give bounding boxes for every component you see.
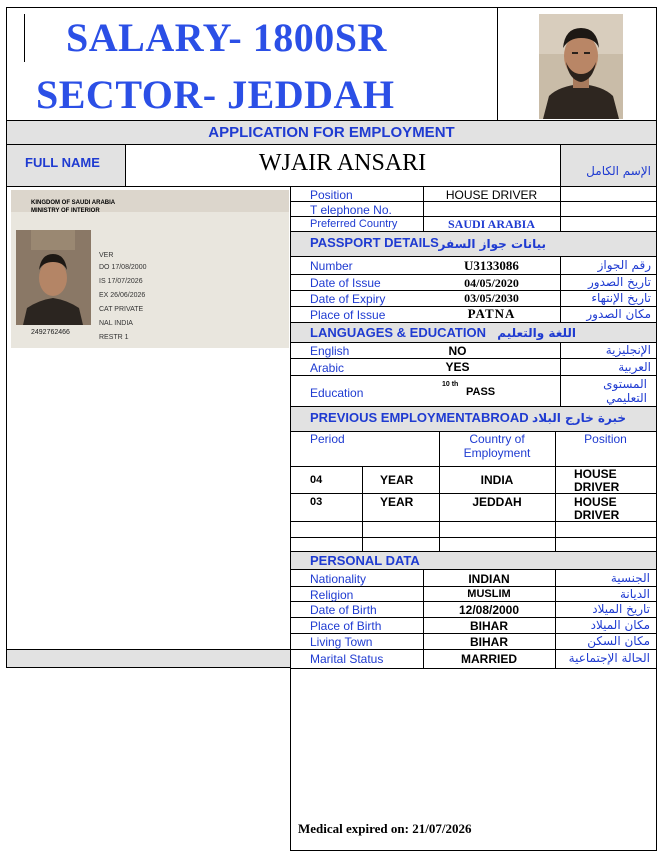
date-of-birth-value: 12/08/2000 [458,603,520,617]
living-town-label-ar: مكان السكن [587,634,650,648]
passport-number-value: U3133086 [464,258,519,273]
passport-number-label-ar: رقم الجواز [597,258,651,272]
marital-status-label-ar: الحالة الإجتماعية [568,651,650,665]
full-name-label: FULL NAME [25,155,100,170]
religion-label-ar: الديانة [619,587,650,601]
passport-number-label: Number [310,259,353,273]
english-label-ar: الإنجليزية [605,343,651,357]
english-value: NO [448,344,467,358]
date-of-birth-label-ar: تاريخ الميلاد [592,602,650,616]
col-period: Period [310,432,345,446]
place-of-issue-value: PATNA [467,306,516,321]
employment-row-2-position-1: HOUSE [574,495,617,509]
position-label: Position [310,188,353,202]
living-town-label: Living Town [310,635,373,649]
employment-row-2-years: 03 [310,496,323,508]
employment-row-1-years: 04 [310,474,323,486]
preferred-country-label: Preferred Country [310,218,398,230]
passport-section-title-ar: بيانات جواز السفر [438,237,546,251]
education-grade: 10 th [442,381,459,388]
nationality-value: INDIAN [468,572,510,586]
languages-section-title: LANGUAGES & EDUCATION [310,325,486,340]
education-value: PASS [466,386,496,398]
place-of-birth-label-ar: مكان الميلاد [590,618,650,632]
full-name-label-ar: الإسم الكامل [586,164,651,178]
col-position: Position [584,432,627,446]
form-title: APPLICATION FOR EMPLOYMENT [208,124,455,141]
education-label-ar-2: التعليمي [606,391,647,405]
date-of-expiry-label: Date of Expiry [310,292,386,306]
marital-status-value: MARRIED [461,652,517,666]
employment-row-2-country: JEDDAH [472,495,522,509]
salary-heading: SALARY- 1800SR [66,15,387,60]
arabic-label-ar: العربية [618,360,651,374]
employment-row-2-unit: YEAR [380,495,414,509]
religion-value: MUSLIM [467,588,511,600]
nationality-label-ar: الجنسية [610,571,650,585]
date-of-expiry-label-ar: تاريخ الإنتهاء [591,291,651,305]
date-of-issue-label-ar: تاريخ الصدور [588,275,651,289]
employment-row-1-position-2: DRIVER [574,480,620,494]
arabic-value: YES [445,360,470,374]
employment-row-2-position-2: DRIVER [574,508,620,522]
telephone-label: T elephone No. [310,203,392,217]
place-of-birth-label: Place of Birth [310,619,382,633]
passport-section-title: PASSPORT DETAILS [310,235,439,250]
religion-label: Religion [310,588,354,602]
col-country-line2: Employment [463,446,531,460]
date-of-birth-label: Date of Birth [310,603,377,617]
employment-row-1-unit: YEAR [380,473,414,487]
date-of-issue-label: Date of Issue [310,276,381,290]
marital-status-label: Marital Status [310,652,384,666]
preferred-country-value: SAUDI ARABIA [447,217,536,231]
date-of-expiry-value: 03/05/2030 [464,291,519,305]
previous-section-title-ar: خبرة خارج البلاد [532,411,626,425]
sector-heading: SECTOR- JEDDAH [36,72,395,117]
place-of-issue-label-ar: مكان الصدور [586,307,651,321]
place-of-birth-value: BIHAR [470,619,508,633]
languages-section-title-ar: اللغة والتعليم [497,326,576,340]
education-label: Education [310,386,364,400]
medical-expiry-note: Medical expired on: 21/07/2026 [298,821,472,836]
place-of-issue-label: Place of Issue [310,308,386,322]
full-name-value: WJAIR ANSARI [258,150,427,176]
passport-scan: KINGDOM OF SAUDI ARABIA MINISTRY OF INTERIOR VER DO 17/08/2000 IS 17/07/2026 EX 26/06/2026 CAT PRIVATE NAL INDIA 2492762466 RESTR 1 [11,190,289,348]
nationality-label: Nationality [310,572,367,586]
education-label-ar-1: المستوى [603,377,647,391]
personal-section-title: PERSONAL DATA [310,553,420,568]
employment-row-1-country: INDIA [480,473,514,487]
date-of-issue-value: 04/05/2020 [464,276,519,290]
employment-row-1-position-1: HOUSE [574,467,617,481]
arabic-label: Arabic [310,361,345,375]
living-town-value: BIHAR [470,635,508,649]
col-country-line1: Country of [469,432,525,446]
english-label: English [310,344,350,358]
previous-section-title: PREVIOUS EMPLOYMENTABROAD [310,410,529,425]
position-value: HOUSE DRIVER [445,188,538,202]
applicant-photo [539,14,623,119]
